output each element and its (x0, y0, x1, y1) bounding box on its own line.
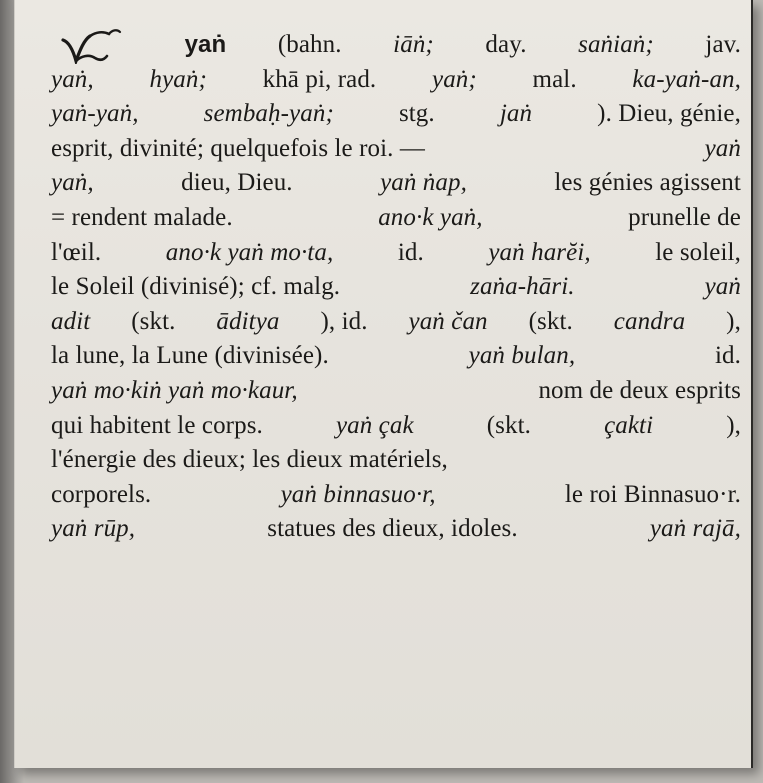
entry-word: esprit, divinité; quelquefois le roi. — (51, 134, 425, 162)
italic-word: yaṅ (704, 273, 741, 301)
entry-word: qui habitent le corps. (51, 411, 263, 439)
entry-line (51, 132, 741, 167)
italic-word: jaṅ (499, 100, 533, 128)
entry-word: iāṅ; (393, 31, 434, 58)
entry-word: le soleil, (655, 238, 741, 266)
entry-word: ), (726, 411, 741, 439)
entry-line (51, 166, 741, 201)
entry-word: l'énergie des dieux; les dieux matériels, (51, 446, 448, 474)
entry-word: ). Dieu, génie, (597, 100, 741, 128)
italic-word: sembaḥ-yaṅ; (203, 100, 334, 128)
entry-line (51, 63, 741, 98)
entry-word: stg. (398, 100, 435, 128)
entry-word: nom de deux esprits (538, 376, 741, 404)
italic-word: yaṅ bulan, (468, 342, 576, 370)
italic-word: ka-yaṅ-an, (632, 65, 741, 93)
entry-word: id. (714, 342, 741, 370)
entry-body (51, 63, 741, 547)
entry-line (51, 97, 741, 132)
italic-word: candra (613, 307, 686, 335)
entry-line (51, 201, 741, 236)
entry-line (51, 305, 741, 340)
entry-word: le Soleil (divinisé); cf. malg. (51, 273, 341, 301)
entry-word: ), (726, 307, 741, 335)
entry-word: l'œil. (51, 238, 102, 266)
entry-word: jav. (705, 31, 741, 58)
italic-word: yaṅ čan (408, 307, 488, 335)
entry-line (51, 478, 741, 513)
italic-word: yaṅ-yaṅ, (51, 100, 139, 128)
column-rule (751, 0, 753, 768)
italic-word: yaṅ, (51, 65, 94, 93)
entry-word: ), id. (320, 307, 368, 335)
entry-word: day. (485, 31, 527, 58)
italic-word: āditya (216, 307, 280, 335)
entry-line (51, 443, 741, 478)
entry-word: dieu, Dieu. (181, 169, 293, 197)
entry-word: (bahn. (277, 31, 342, 58)
dictionary-entry (51, 28, 741, 547)
entry-word: corporels. (51, 480, 152, 508)
italic-word: yaṅ ṅap, (380, 169, 467, 197)
entry-line (51, 374, 741, 409)
entry-line (51, 512, 741, 547)
italic-word: yaṅ çak (335, 411, 414, 439)
entry-word: la lune, la Lune (divinisée). (51, 342, 329, 370)
italic-word: yaṅ, (51, 169, 94, 197)
italic-word: yaṅ mo·kiṅ yaṅ mo·kaur, (51, 376, 298, 404)
entry-word: (skt. (528, 307, 573, 335)
italic-word: çakti (604, 411, 654, 439)
italic-word: yaṅ harĕi, (488, 238, 591, 266)
entry-word: mal. (532, 65, 577, 93)
entry-line (51, 270, 741, 305)
cham-script-glyph (59, 28, 133, 63)
entry-word: khā pi, rad. (262, 65, 377, 93)
italic-word: yaṅ rūp, (51, 515, 136, 543)
entry-word: (skt. (131, 307, 176, 335)
entry-line (51, 236, 741, 271)
entry-line (51, 28, 741, 63)
entry-word: statues des dieux, idoles. (267, 515, 518, 543)
entry-word: les génies agissent (554, 169, 741, 197)
entry-word: prunelle de (628, 203, 741, 231)
entry-word: le roi Binnasuo·r. (564, 480, 741, 508)
entry-word: id. (397, 238, 424, 266)
entry-word: = rendent malade. (51, 203, 233, 231)
italic-word: adit (51, 307, 91, 335)
italic-word: hyaṅ; (149, 65, 207, 93)
italic-word: yaṅ rajā, (649, 515, 741, 543)
entry-word: saṅiaṅ; (578, 31, 654, 58)
dictionary-page (14, 0, 753, 768)
italic-word: ano·k yaṅ mo·ta, (165, 238, 334, 266)
entry-word: (skt. (486, 411, 531, 439)
italic-word: zaṅa-hāri. (470, 273, 575, 301)
italic-word: yaṅ; (432, 65, 477, 93)
italic-word: yaṅ (704, 134, 741, 162)
entry-line (51, 339, 741, 374)
headword: yaṅ (184, 31, 227, 58)
italic-word: ano·k yaṅ, (378, 203, 483, 231)
italic-word: yaṅ binnasuo·r, (280, 480, 436, 508)
entry-line (51, 409, 741, 444)
